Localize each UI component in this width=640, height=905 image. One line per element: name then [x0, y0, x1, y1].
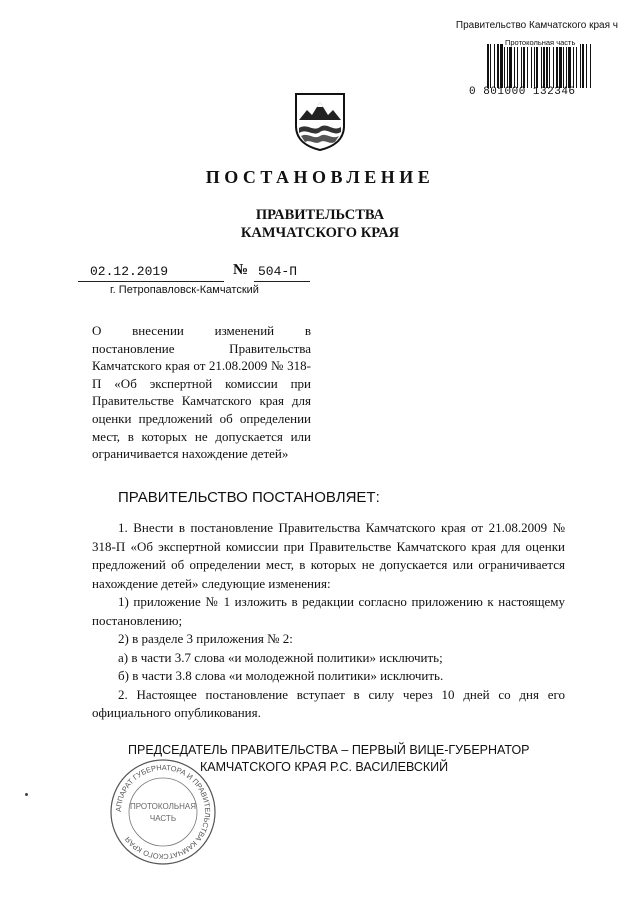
barcode-bar: [490, 44, 491, 88]
barcode-bar: [563, 44, 564, 88]
barcode-bar: [559, 44, 562, 88]
barcode-bar: [534, 44, 535, 88]
barcode-bar: [521, 44, 522, 88]
barcode-bar: [531, 44, 532, 88]
issuing-authority-line2: КАМЧАТСКОГО КРАЯ: [240, 225, 400, 241]
paragraph-1-item-2: 2) в разделе 3 приложения № 2:: [118, 631, 293, 646]
paragraph-1-item-2b: б) в части 3.8 слова «и молодежной политики» исключить.: [118, 668, 444, 683]
document-title: ПОСТАНОВЛЕНИЕ: [205, 167, 435, 187]
number-label: №: [233, 262, 249, 278]
barcode-bar: [546, 44, 548, 88]
document-date: 02.12.2019: [90, 264, 169, 279]
document-body: [92, 519, 565, 723]
barcode-bar: [549, 44, 550, 88]
barcode-bar: [494, 44, 495, 88]
stamp-center-line1: ПРОТОКОЛЬНАЯ: [130, 802, 196, 811]
barcode-bar: [504, 44, 505, 88]
barcode-label: Протокольная часть: [505, 38, 576, 47]
barcode-bar: [536, 44, 538, 88]
barcode-bar: [541, 44, 542, 88]
barcode-bar: [523, 44, 525, 88]
document-subject: О внесении изменений в постановление Правительства Камчатского края от 21.08.2009 № 318-П «Об экспертной комиссии при Правительстве Камчатского края для оценки предложений об определении мест, в которых не допускается или ограничивается нахождение детей»: [92, 323, 311, 462]
barcode: [487, 44, 593, 88]
barcode-bar: [580, 44, 581, 88]
paragraph-1: 1. Внести в постановление Правительства Камчатского края от 21.08.2009 № 318-П «Об экспертной комиссии при Правительстве Камчатского края для оценки предложений об определении мест, в которых не допускается или ограничивается нахождение детей» следующие изменения:: [92, 520, 565, 591]
barcode-bar: [543, 44, 545, 88]
paragraph-2: 2. Настоящее постановление вступает в силу через 10 дней со дня его официального опубликования.: [92, 686, 565, 720]
barcode-bar: [507, 44, 508, 88]
signature-line2: КАМЧАТСКОГО КРАЯ Р.С. ВАСИЛЕВСКИЙ: [200, 760, 449, 774]
barcode-bar: [514, 44, 515, 88]
barcode-bar: [576, 44, 577, 88]
date-underline: [78, 281, 224, 282]
paragraph-1-item-1: 1) приложение № 1 изложить в редакции согласно приложению к настоящему постановлению;: [92, 594, 565, 628]
barcode-number: 0 801000 132346: [469, 86, 576, 98]
signature-line1: ПРЕДСЕДАТЕЛЬ ПРАВИТЕЛЬСТВА – ПЕРВЫЙ ВИЦЕ-ГУБЕРНАТОР: [128, 743, 530, 757]
signature-block: [128, 742, 568, 776]
issuing-authority: [0, 206, 640, 242]
barcode-bar: [573, 44, 574, 88]
barcode-bar: [517, 44, 518, 88]
barcode-bar: [586, 44, 587, 88]
header-corner-text: Правительство Камчатского края ч: [455, 20, 618, 31]
barcode-bar: [566, 44, 567, 88]
stamp-ring-text: АППАРАТ ГУБЕРНАТОРА И ПРАВИТЕЛЬСТВА КАМЧАТСКОГО КРАЯ: [113, 762, 213, 862]
issue-city: г. Петропавловск-Камчатский: [110, 284, 259, 296]
barcode-bar: [556, 44, 558, 88]
barcode-bar: [509, 44, 512, 88]
stamp-center-line2: ЧАСТЬ: [149, 814, 177, 823]
barcode-bar: [582, 44, 584, 88]
barcode-bar: [590, 44, 591, 88]
document-number: 504-П: [258, 264, 298, 279]
number-underline: [254, 281, 310, 282]
barcode-bar: [527, 44, 528, 88]
barcode-bar: [500, 44, 503, 88]
scan-speck: [25, 793, 28, 796]
issuing-authority-line1: ПРАВИТЕЛЬСТВА: [255, 207, 385, 223]
coat-of-arms-emblem: [293, 92, 347, 152]
barcode-bar: [553, 44, 554, 88]
barcode-bar: [487, 44, 489, 88]
paragraph-1-item-2a: а) в части 3.7 слова «и молодежной политики» исключить;: [118, 649, 443, 665]
barcode-bar: [568, 44, 571, 88]
decree-heading: ПРАВИТЕЛЬСТВО ПОСТАНОВЛЯЕТ:: [118, 489, 380, 506]
barcode-bar: [497, 44, 499, 88]
